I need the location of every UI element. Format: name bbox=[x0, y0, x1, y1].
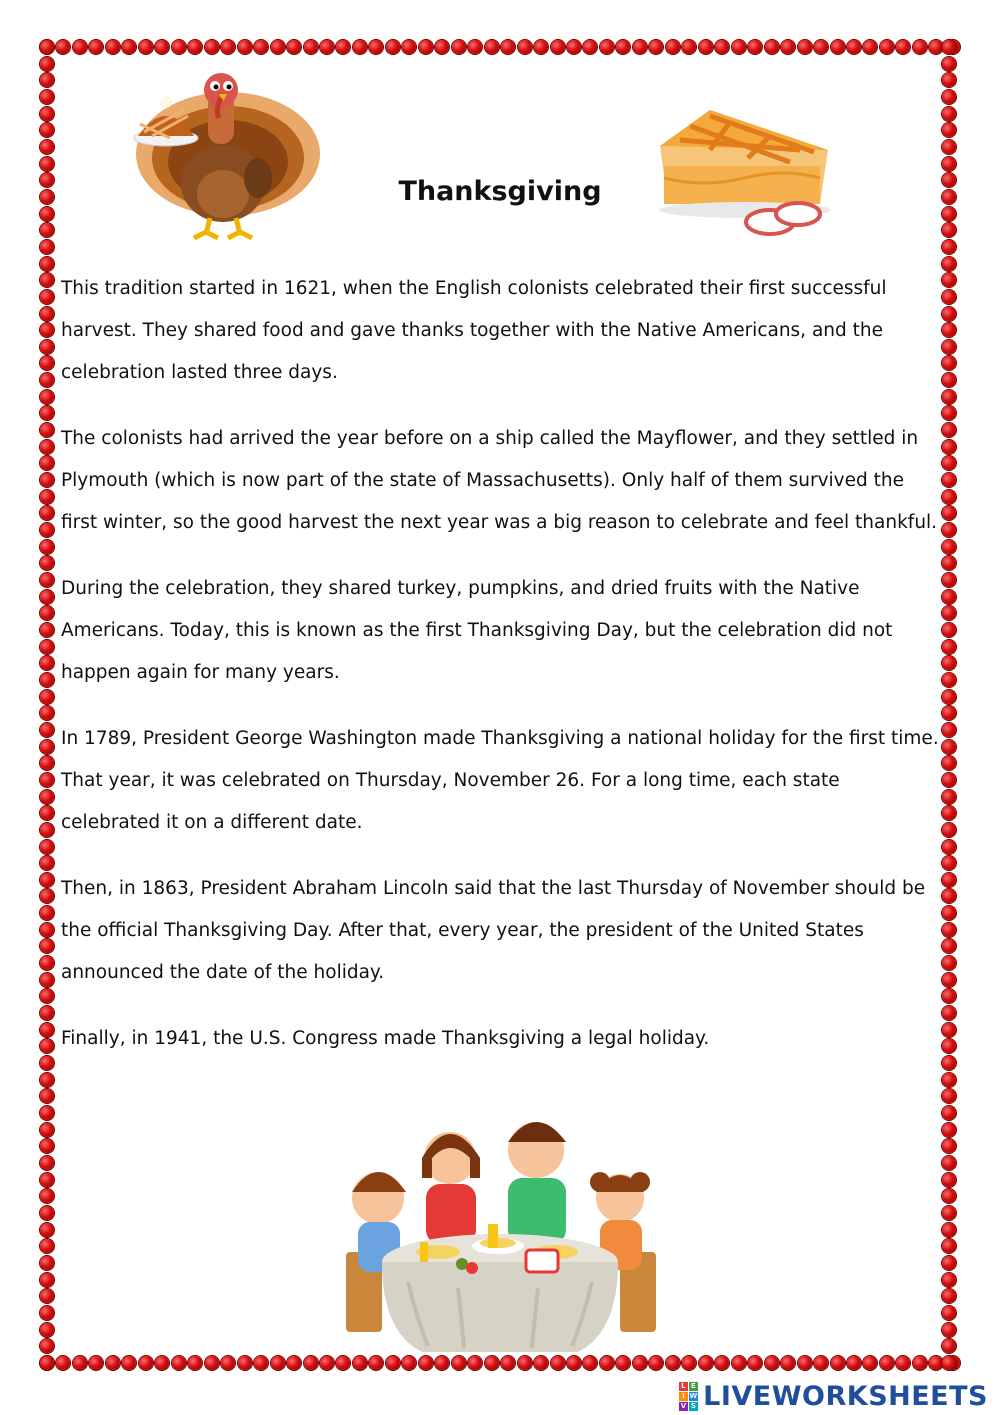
apple-border-icon bbox=[419, 40, 433, 54]
apple-border-icon bbox=[139, 40, 153, 54]
apple-border-icon bbox=[73, 1356, 87, 1370]
apple-border-icon bbox=[40, 873, 54, 887]
apple-border-icon bbox=[40, 606, 54, 620]
apple-border-icon bbox=[699, 1356, 713, 1370]
apple-border-icon bbox=[863, 40, 877, 54]
apple-border-icon bbox=[942, 640, 956, 654]
apple-border-icon bbox=[73, 40, 87, 54]
apple-border-icon bbox=[40, 390, 54, 404]
apple-border-icon bbox=[40, 939, 54, 953]
apple-border-icon bbox=[942, 140, 956, 154]
apple-border-icon bbox=[765, 1356, 779, 1370]
apple-border-icon bbox=[221, 1356, 235, 1370]
apple-border-icon bbox=[501, 40, 515, 54]
apple-border-icon bbox=[942, 523, 956, 537]
apple-border-icon bbox=[942, 1223, 956, 1237]
apple-border-icon bbox=[106, 40, 120, 54]
apple-border-icon bbox=[847, 40, 861, 54]
border-left bbox=[40, 40, 58, 1370]
apple-border-icon bbox=[942, 257, 956, 271]
apple-border-icon bbox=[942, 173, 956, 187]
paragraph-5: Then, in 1863, President Abraham Lincoln said that the last Thursday of November should be the official Thanksgiving Day. After that, every year, the president of the United States announced the date of the holiday. bbox=[61, 878, 926, 983]
apple-border-icon bbox=[40, 1323, 54, 1337]
apple-border-icon bbox=[56, 1356, 70, 1370]
apple-border-icon bbox=[40, 473, 54, 487]
apple-border-icon bbox=[172, 1356, 186, 1370]
apple-border-icon bbox=[40, 1189, 54, 1203]
apple-border-icon bbox=[798, 1356, 812, 1370]
apple-border-icon bbox=[534, 1356, 548, 1370]
apple-border-icon bbox=[205, 1356, 219, 1370]
apple-border-icon bbox=[353, 40, 367, 54]
paragraph-3: During the celebration, they shared turkey, pumpkins, and dried fruits with the Native Americans. Today, this is known as the first Thanksgiving Day, but the celebration did not happen again for many years. bbox=[61, 578, 893, 683]
apple-border-icon bbox=[106, 1356, 120, 1370]
apple-border-icon bbox=[942, 1273, 956, 1287]
apple-border-icon bbox=[896, 40, 910, 54]
apple-border-icon bbox=[942, 373, 956, 387]
apple-border-icon bbox=[320, 40, 334, 54]
apple-border-icon bbox=[942, 656, 956, 670]
apple-border-icon bbox=[942, 290, 956, 304]
apple-border-icon bbox=[40, 556, 54, 570]
apple-border-icon bbox=[271, 40, 285, 54]
apple-border-icon bbox=[369, 1356, 383, 1370]
border-bottom bbox=[40, 1356, 960, 1374]
apple-border-icon bbox=[155, 1356, 169, 1370]
apple-border-icon bbox=[942, 856, 956, 870]
apple-border-icon bbox=[942, 1106, 956, 1120]
apple-border-icon bbox=[40, 656, 54, 670]
apple-border-icon bbox=[122, 1356, 136, 1370]
apple-border-icon bbox=[40, 806, 54, 820]
apple-border-icon bbox=[40, 257, 54, 271]
apple-border-icon bbox=[40, 756, 54, 770]
apple-border-icon bbox=[942, 706, 956, 720]
apple-border-icon bbox=[40, 773, 54, 787]
apple-border-icon bbox=[419, 1356, 433, 1370]
apple-border-icon bbox=[942, 1089, 956, 1103]
apple-border-icon bbox=[942, 123, 956, 137]
apple-border-icon bbox=[942, 973, 956, 987]
apple-border-icon bbox=[942, 1023, 956, 1037]
apple-border-icon bbox=[40, 223, 54, 237]
apple-border-icon bbox=[386, 40, 400, 54]
apple-border-icon bbox=[633, 1356, 647, 1370]
apple-border-icon bbox=[942, 740, 956, 754]
apple-border-icon bbox=[666, 40, 680, 54]
apple-border-icon bbox=[40, 157, 54, 171]
apple-border-icon bbox=[40, 723, 54, 737]
apple-border-icon bbox=[40, 406, 54, 420]
apple-border-icon bbox=[40, 973, 54, 987]
apple-border-icon bbox=[880, 1356, 894, 1370]
apple-border-icon bbox=[40, 989, 54, 1003]
apple-border-icon bbox=[633, 40, 647, 54]
apple-border-icon bbox=[748, 1356, 762, 1370]
apple-border-icon bbox=[600, 40, 614, 54]
apple-border-icon bbox=[942, 573, 956, 587]
apple-border-icon bbox=[942, 1123, 956, 1137]
apple-border-icon bbox=[942, 906, 956, 920]
apple-border-icon bbox=[435, 40, 449, 54]
apple-border-icon bbox=[942, 1173, 956, 1187]
apple-border-icon bbox=[40, 1123, 54, 1137]
apple-border-icon bbox=[551, 1356, 565, 1370]
apple-border-icon bbox=[715, 1356, 729, 1370]
apple-border-icon bbox=[942, 307, 956, 321]
apple-border-icon bbox=[40, 40, 54, 54]
apple-border-icon bbox=[40, 173, 54, 187]
apple-border-icon bbox=[942, 956, 956, 970]
apple-border-icon bbox=[942, 773, 956, 787]
apple-border-icon bbox=[942, 606, 956, 620]
apple-border-icon bbox=[40, 240, 54, 254]
apple-border-icon bbox=[551, 40, 565, 54]
apple-border-icon bbox=[942, 989, 956, 1003]
apple-border-icon bbox=[831, 40, 845, 54]
apple-border-icon bbox=[847, 1356, 861, 1370]
apple-border-icon bbox=[814, 40, 828, 54]
apple-border-icon bbox=[942, 673, 956, 687]
apple-border-icon bbox=[942, 490, 956, 504]
apple-border-icon bbox=[567, 1356, 581, 1370]
apple-border-icon bbox=[40, 307, 54, 321]
apple-border-icon bbox=[56, 40, 70, 54]
apple-border-icon bbox=[40, 1089, 54, 1103]
apple-border-icon bbox=[942, 1056, 956, 1070]
apple-border-icon bbox=[814, 1356, 828, 1370]
apple-border-icon bbox=[913, 40, 927, 54]
apple-border-icon bbox=[40, 1156, 54, 1170]
apple-border-icon bbox=[942, 456, 956, 470]
apple-border-icon bbox=[40, 207, 54, 221]
apple-border-icon bbox=[304, 40, 318, 54]
apple-border-icon bbox=[942, 1239, 956, 1253]
apple-border-icon bbox=[40, 1306, 54, 1320]
apple-border-icon bbox=[40, 1289, 54, 1303]
apple-border-icon bbox=[254, 1356, 268, 1370]
apple-border-icon bbox=[402, 40, 416, 54]
apple-border-icon bbox=[40, 373, 54, 387]
apple-border-icon bbox=[942, 356, 956, 370]
apple-border-icon bbox=[40, 73, 54, 87]
apple-border-icon bbox=[40, 740, 54, 754]
apple-border-icon bbox=[221, 40, 235, 54]
apple-border-icon bbox=[40, 323, 54, 337]
apple-border-icon bbox=[616, 40, 630, 54]
paragraph-6: Finally, in 1941, the U.S. Congress made Thanksgiving a legal holiday. bbox=[61, 1028, 710, 1049]
apple-border-icon bbox=[188, 1356, 202, 1370]
apple-border-icon bbox=[942, 423, 956, 437]
apple-border-icon bbox=[40, 840, 54, 854]
page-title: Thanksgiving bbox=[398, 176, 602, 208]
apple-border-icon bbox=[942, 840, 956, 854]
paragraph-1: This tradition started in 1621, when the English colonists celebrated their first successful harvest. They shared food and gave thanks together with the Native Americans, and the celebration lasted three days. bbox=[61, 278, 887, 383]
apple-border-icon bbox=[468, 1356, 482, 1370]
border-top bbox=[40, 40, 960, 58]
apple-border-icon bbox=[40, 90, 54, 104]
apple-border-icon bbox=[139, 1356, 153, 1370]
apple-border-icon bbox=[765, 40, 779, 54]
apple-border-icon bbox=[89, 1356, 103, 1370]
apple-border-icon bbox=[485, 40, 499, 54]
apple-border-icon bbox=[320, 1356, 334, 1370]
apple-border-icon bbox=[534, 40, 548, 54]
apple-border-icon bbox=[40, 540, 54, 554]
apple-border-icon bbox=[40, 573, 54, 587]
family-dinner-illustration bbox=[338, 1112, 662, 1358]
apple-border-icon bbox=[287, 40, 301, 54]
apple-border-icon bbox=[666, 1356, 680, 1370]
apple-border-icon bbox=[942, 40, 956, 54]
apple-border-icon bbox=[40, 490, 54, 504]
paragraph-4: In 1789, President George Washington made Thanksgiving a national holiday for the first time. That year, it was celebrated on Thursday, November 26. For a long time, each state celebrated it on a different date. bbox=[61, 728, 939, 833]
apple-border-icon bbox=[942, 1189, 956, 1203]
apple-border-icon bbox=[122, 40, 136, 54]
apple-border-icon bbox=[172, 40, 186, 54]
apple-border-icon bbox=[40, 140, 54, 154]
apple-border-icon bbox=[699, 40, 713, 54]
apple-border-icon bbox=[40, 1356, 54, 1370]
apple-border-icon bbox=[40, 790, 54, 804]
apple-border-icon bbox=[40, 1006, 54, 1020]
apple-border-icon bbox=[942, 90, 956, 104]
apple-border-icon bbox=[435, 1356, 449, 1370]
apple-border-icon bbox=[942, 1206, 956, 1220]
apple-border-icon bbox=[89, 40, 103, 54]
apple-border-icon bbox=[616, 1356, 630, 1370]
apple-border-icon bbox=[942, 723, 956, 737]
apple-border-icon bbox=[518, 1356, 532, 1370]
apple-border-icon bbox=[942, 1306, 956, 1320]
apple-border-icon bbox=[942, 623, 956, 637]
apple-border-icon bbox=[781, 40, 795, 54]
apple-border-icon bbox=[40, 440, 54, 454]
apple-border-icon bbox=[942, 1073, 956, 1087]
apple-border-icon bbox=[40, 1073, 54, 1087]
apple-border-icon bbox=[40, 1206, 54, 1220]
apple-border-icon bbox=[649, 40, 663, 54]
turkey-illustration bbox=[118, 66, 328, 242]
apple-border-icon bbox=[238, 1356, 252, 1370]
apple-border-icon bbox=[40, 456, 54, 470]
apple-border-icon bbox=[942, 806, 956, 820]
apple-border-icon bbox=[942, 223, 956, 237]
apple-border-icon bbox=[468, 40, 482, 54]
apple-border-icon bbox=[40, 856, 54, 870]
apple-border-icon bbox=[942, 889, 956, 903]
apple-border-icon bbox=[402, 1356, 416, 1370]
apple-border-icon bbox=[40, 1173, 54, 1187]
apple-border-icon bbox=[781, 1356, 795, 1370]
apple-border-icon bbox=[254, 40, 268, 54]
apple-border-icon bbox=[452, 40, 466, 54]
apple-border-icon bbox=[942, 390, 956, 404]
apple-border-icon bbox=[205, 40, 219, 54]
apple-border-icon bbox=[40, 190, 54, 204]
paragraph-2: The colonists had arrived the year before on a ship called the Mayflower, and they settled in Plymouth (which is now part of the state of Massachusetts). Only half of them survived the first winter, so the good harvest the next year was a big reason to celebrate and feel thankful. bbox=[61, 428, 938, 533]
apple-border-icon bbox=[336, 40, 350, 54]
apple-border-icon bbox=[942, 506, 956, 520]
apple-border-icon bbox=[942, 273, 956, 287]
apple-border-icon bbox=[40, 523, 54, 537]
apple-border-icon bbox=[188, 40, 202, 54]
apple-border-icon bbox=[386, 1356, 400, 1370]
apple-border-icon bbox=[682, 1356, 696, 1370]
apple-border-icon bbox=[942, 1356, 956, 1370]
apple-border-icon bbox=[40, 823, 54, 837]
apple-border-icon bbox=[485, 1356, 499, 1370]
apple-border-icon bbox=[40, 706, 54, 720]
apple-border-icon bbox=[732, 40, 746, 54]
apple-border-icon bbox=[942, 57, 956, 71]
apple-border-icon bbox=[40, 273, 54, 287]
apple-border-icon bbox=[336, 1356, 350, 1370]
apple-border-icon bbox=[40, 356, 54, 370]
apple-border-icon bbox=[40, 1023, 54, 1037]
apple-border-icon bbox=[452, 1356, 466, 1370]
apple-border-icon bbox=[40, 1239, 54, 1253]
apple-border-icon bbox=[40, 1223, 54, 1237]
apple-border-icon bbox=[896, 1356, 910, 1370]
apple-border-icon bbox=[40, 889, 54, 903]
apple-border-icon bbox=[942, 440, 956, 454]
apple-border-icon bbox=[942, 157, 956, 171]
apple-border-icon bbox=[942, 207, 956, 221]
apple-border-icon bbox=[600, 1356, 614, 1370]
apple-border-icon bbox=[40, 506, 54, 520]
apple-border-icon bbox=[271, 1356, 285, 1370]
apple-border-icon bbox=[942, 790, 956, 804]
apple-border-icon bbox=[942, 1339, 956, 1353]
apple-border-icon bbox=[238, 40, 252, 54]
apple-border-icon bbox=[155, 40, 169, 54]
apple-border-icon bbox=[831, 1356, 845, 1370]
apple-border-icon bbox=[942, 540, 956, 554]
apple-border-icon bbox=[40, 1256, 54, 1270]
apple-border-icon bbox=[748, 40, 762, 54]
apple-border-icon bbox=[732, 1356, 746, 1370]
apple-border-icon bbox=[287, 1356, 301, 1370]
apple-border-icon bbox=[40, 1339, 54, 1353]
apple-border-icon bbox=[942, 939, 956, 953]
apple-border-icon bbox=[40, 423, 54, 437]
apple-border-icon bbox=[942, 406, 956, 420]
apple-border-icon bbox=[353, 1356, 367, 1370]
apple-border-icon bbox=[501, 1356, 515, 1370]
apple-border-icon bbox=[304, 1356, 318, 1370]
apple-border-icon bbox=[40, 57, 54, 71]
apple-border-icon bbox=[40, 1139, 54, 1153]
apple-border-icon bbox=[40, 340, 54, 354]
apple-border-icon bbox=[682, 40, 696, 54]
apple-border-icon bbox=[369, 40, 383, 54]
apple-border-icon bbox=[942, 556, 956, 570]
apple-border-icon bbox=[40, 640, 54, 654]
apple-border-icon bbox=[649, 1356, 663, 1370]
apple-border-icon bbox=[913, 1356, 927, 1370]
apple-border-icon bbox=[942, 107, 956, 121]
apple-border-icon bbox=[942, 1156, 956, 1170]
apple-border-icon bbox=[942, 590, 956, 604]
apple-border-icon bbox=[942, 1006, 956, 1020]
apple-border-icon bbox=[583, 40, 597, 54]
apple-border-icon bbox=[715, 40, 729, 54]
apple-border-icon bbox=[942, 923, 956, 937]
apple-border-icon bbox=[942, 190, 956, 204]
apple-border-icon bbox=[40, 123, 54, 137]
apple-border-icon bbox=[942, 690, 956, 704]
apple-border-icon bbox=[40, 290, 54, 304]
apple-border-icon bbox=[40, 923, 54, 937]
apple-border-icon bbox=[942, 73, 956, 87]
apple-border-icon bbox=[798, 40, 812, 54]
liveworksheets-logo[interactable] bbox=[679, 1381, 988, 1411]
apple-border-icon bbox=[942, 1139, 956, 1153]
apple-border-icon bbox=[40, 107, 54, 121]
pie-slice-illustration bbox=[650, 106, 835, 242]
apple-border-icon bbox=[942, 1289, 956, 1303]
apple-border-icon bbox=[40, 590, 54, 604]
apple-border-icon bbox=[942, 1323, 956, 1337]
border-right bbox=[942, 40, 960, 1370]
apple-border-icon bbox=[518, 40, 532, 54]
apple-border-icon bbox=[40, 623, 54, 637]
apple-border-icon bbox=[40, 906, 54, 920]
apple-border-icon bbox=[942, 323, 956, 337]
apple-border-icon bbox=[942, 340, 956, 354]
apple-border-icon bbox=[40, 1056, 54, 1070]
article-body bbox=[61, 268, 943, 1084]
apple-border-icon bbox=[942, 823, 956, 837]
apple-border-icon bbox=[40, 690, 54, 704]
apple-border-icon bbox=[863, 1356, 877, 1370]
apple-border-icon bbox=[942, 1039, 956, 1053]
apple-border-icon bbox=[880, 40, 894, 54]
apple-border-icon bbox=[942, 873, 956, 887]
apple-border-icon bbox=[40, 1273, 54, 1287]
apple-border-icon bbox=[942, 1256, 956, 1270]
apple-border-icon bbox=[40, 1039, 54, 1053]
apple-border-icon bbox=[567, 40, 581, 54]
liveworksheets-brand-text: LIVEWORKSHEETS bbox=[703, 1380, 988, 1412]
apple-border-icon bbox=[942, 756, 956, 770]
apple-border-icon bbox=[942, 473, 956, 487]
apple-border-icon bbox=[40, 1106, 54, 1120]
apple-border-icon bbox=[40, 956, 54, 970]
apple-border-icon bbox=[583, 1356, 597, 1370]
apple-border-icon bbox=[942, 240, 956, 254]
liveworksheets-logo-icon: L E I W V S bbox=[680, 1381, 698, 1410]
apple-border-icon bbox=[40, 673, 54, 687]
